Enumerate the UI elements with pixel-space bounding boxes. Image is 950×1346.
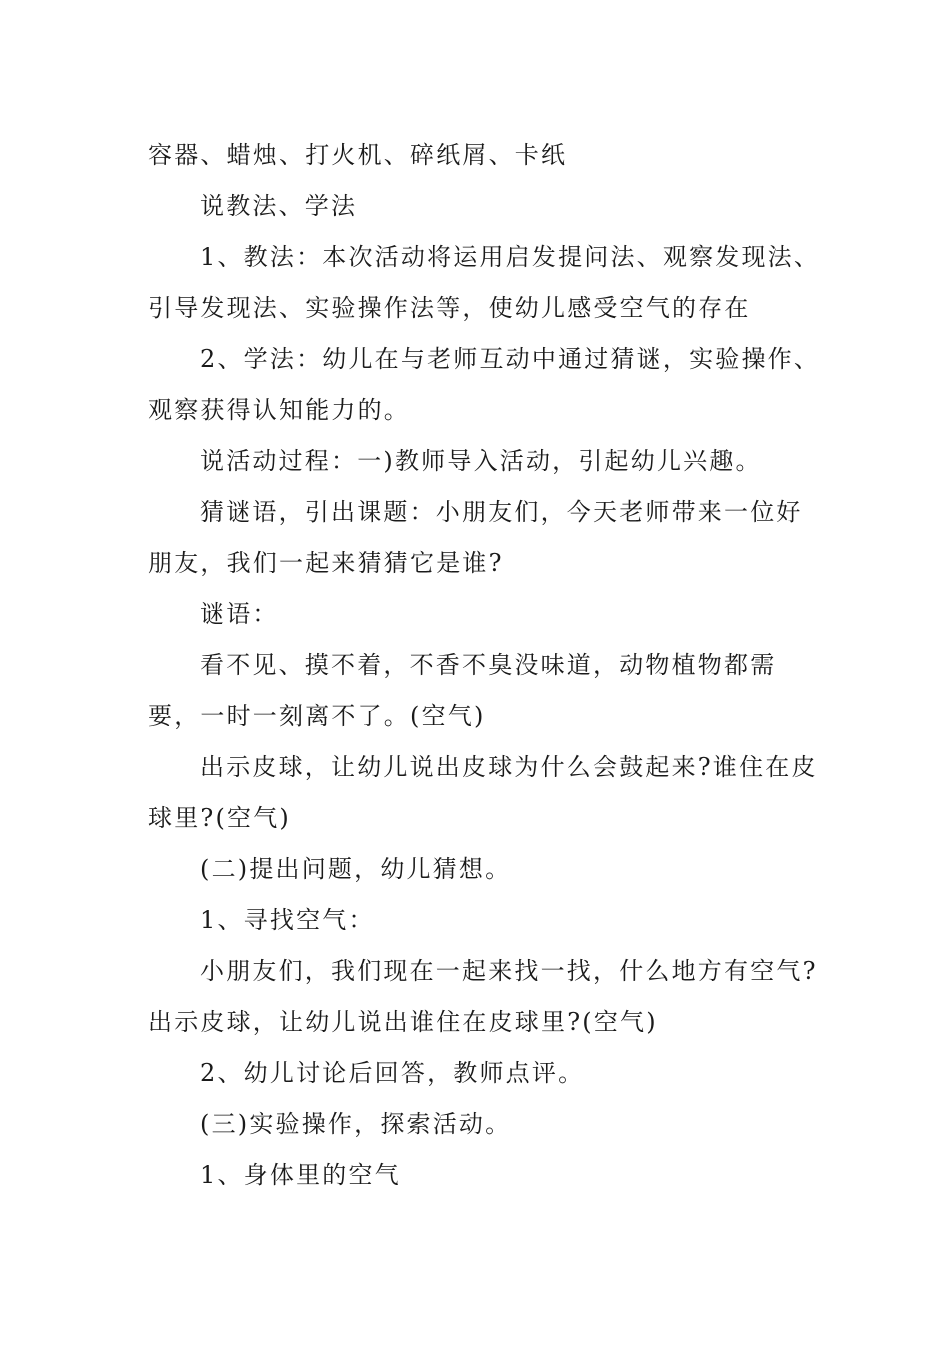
paragraph-show-ball: 出示皮球，让幼儿说出皮球为什么会鼓起来?谁住在皮球里?(空气) bbox=[148, 753, 818, 832]
paragraph-heading-process: 说活动过程：一)教师导入活动，引起幼儿兴趣。 bbox=[200, 447, 762, 475]
paragraph-find-air-detail: 小朋友们，我们现在一起来找一找，什么地方有空气?出示皮球，让幼儿说出谁住在皮球里?(空气) bbox=[148, 957, 818, 1036]
paragraph-materials: 容器、蜡烛、打火机、碎纸屑、卡纸 bbox=[148, 141, 568, 169]
paragraph-riddle-text: 看不见、摸不着，不香不臭没味道，动物植物都需要，一时一刻离不了。(空气) bbox=[148, 651, 777, 730]
paragraph-riddle-intro: 猜谜语，引出课题：小朋友们，今天老师带来一位好朋友，我们一起来猜猜它是谁? bbox=[148, 498, 803, 577]
paragraph-discussion: 2、幼儿讨论后回答，教师点评。 bbox=[200, 1059, 585, 1087]
paragraph-heading-methods: 说教法、学法 bbox=[200, 192, 358, 220]
paragraph-section-three: (三)实验操作，探索活动。 bbox=[200, 1110, 512, 1138]
paragraph-riddle-label: 谜语： bbox=[200, 600, 279, 628]
paragraph-section-two: (二)提出问题，幼儿猜想。 bbox=[200, 855, 512, 883]
paragraph-body-air: 1、身体里的空气 bbox=[200, 1161, 401, 1189]
document-body bbox=[148, 130, 828, 1201]
paragraph-find-air: 1、寻找空气： bbox=[200, 906, 375, 934]
paragraph-teaching-method: 1、教法：本次活动将运用启发提问法、观察发现法、引导发现法、实验操作法等，使幼儿感受空气的存在 bbox=[148, 243, 821, 322]
paragraph-learning-method: 2、学法：幼儿在与老师互动中通过猜谜，实验操作、观察获得认知能力的。 bbox=[148, 345, 821, 424]
